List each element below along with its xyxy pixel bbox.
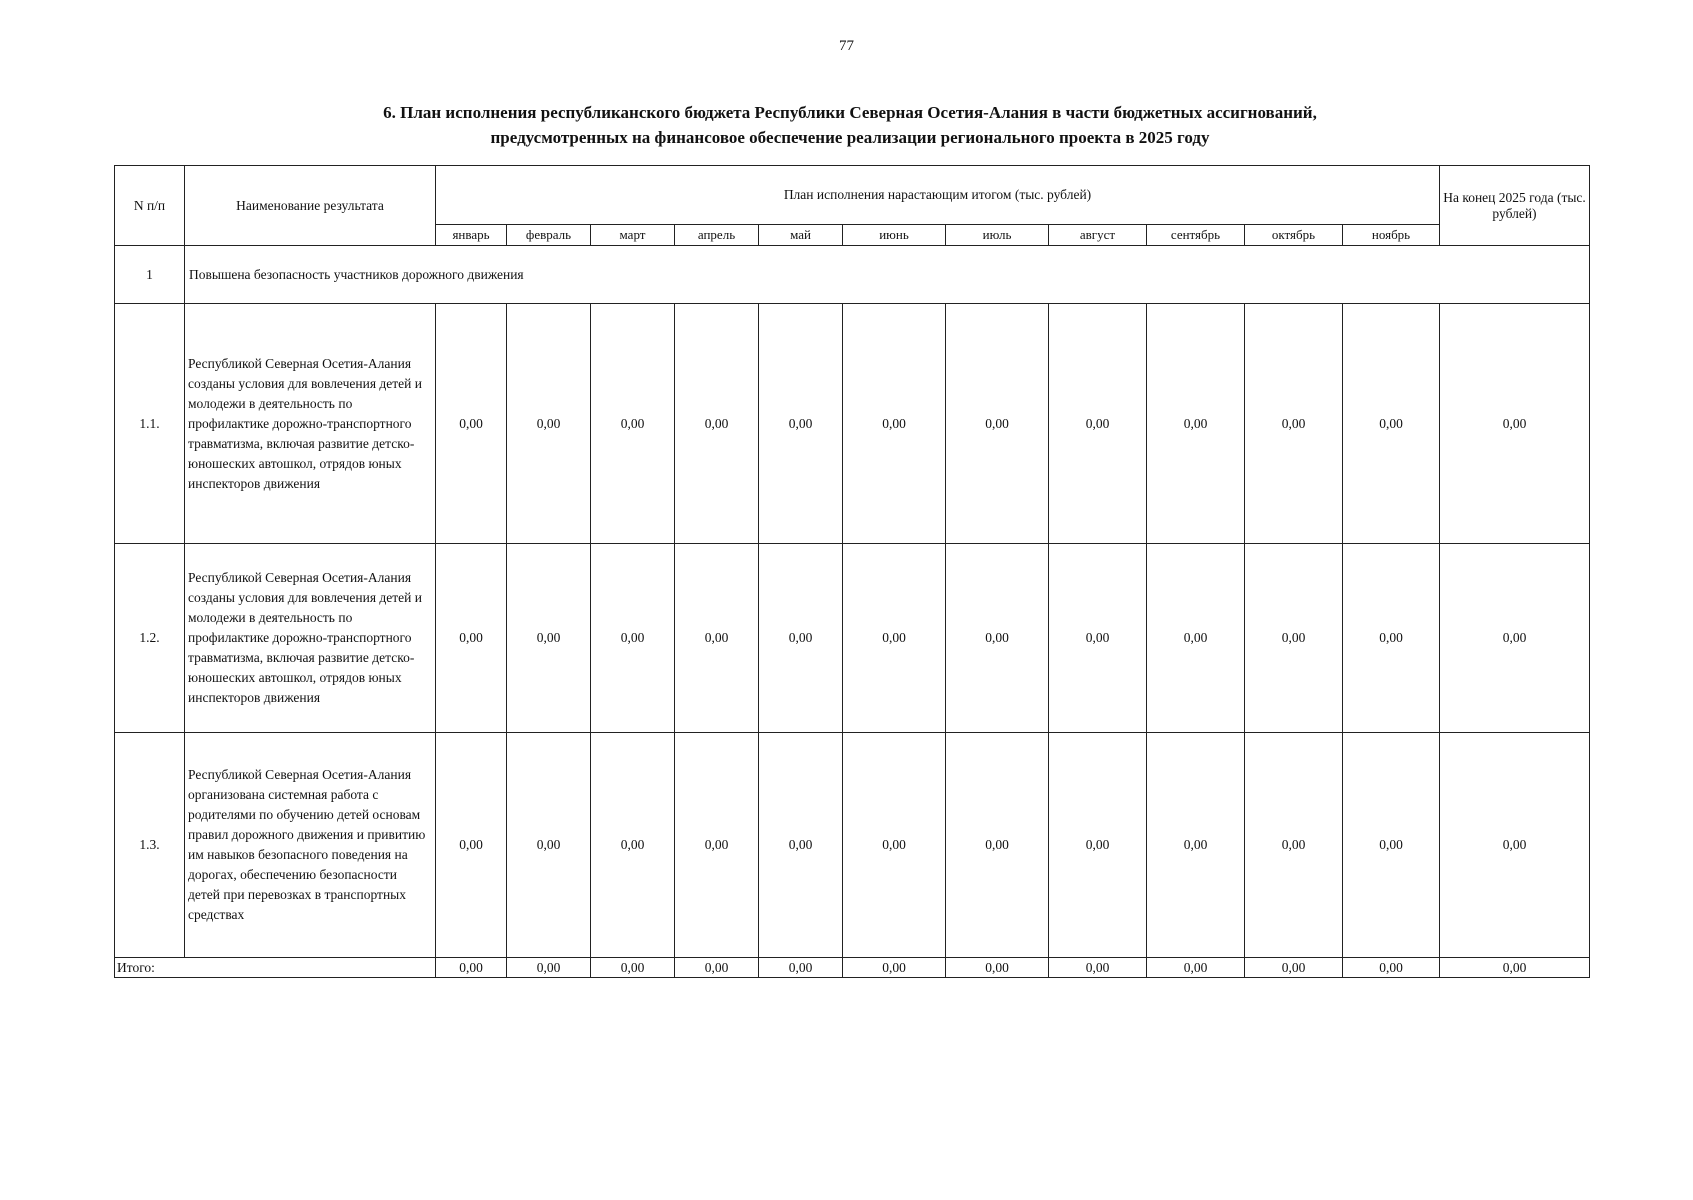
row-value: 0,00 — [1343, 304, 1440, 544]
row-value: 0,00 — [436, 304, 507, 544]
row-value: 0,00 — [843, 733, 946, 958]
total-value: 0,00 — [843, 958, 946, 978]
header-month: январь — [436, 225, 507, 246]
page-number: 77 — [839, 38, 854, 54]
title-line-1: 6. План исполнения республиканского бюджета Республики Северная Осетия-Алания в части бюджетных ассигнований, — [383, 103, 1317, 122]
row-name: Республикой Северная Осетия-Алания созданы условия для вовлечения детей и молодежи в деятельность по профилактике дорожно-транспортного травматизма, включая развитие детско-юношеских автошкол, отрядов юных инспекторов движения — [185, 304, 436, 544]
row-value: 0,00 — [1343, 733, 1440, 958]
total-value: 0,00 — [1245, 958, 1343, 978]
row-value: 0,00 — [843, 544, 946, 733]
total-value: 0,00 — [591, 958, 675, 978]
header-month: февраль — [507, 225, 591, 246]
total-value: 0,00 — [946, 958, 1049, 978]
section-text: Повышена безопасность участников дорожного движения — [185, 246, 1590, 304]
section-row — [115, 246, 1590, 304]
total-value: 0,00 — [759, 958, 843, 978]
row-num: 1.3. — [115, 733, 185, 958]
total-value: 0,00 — [675, 958, 759, 978]
row-num: 1.2. — [115, 544, 185, 733]
header-month: апрель — [675, 225, 759, 246]
row-value: 0,00 — [1245, 544, 1343, 733]
row-value: 0,00 — [675, 544, 759, 733]
total-value: 0,00 — [436, 958, 507, 978]
row-end-value: 0,00 — [1440, 304, 1590, 544]
title-line-2: предусмотренных на финансовое обеспечение реализации регионального проекта в 2025 году — [490, 128, 1210, 147]
header-end-of-year: На конец 2025 года (тыс. рублей) — [1440, 166, 1590, 246]
row-value: 0,00 — [946, 304, 1049, 544]
row-value: 0,00 — [1049, 733, 1147, 958]
row-value: 0,00 — [436, 544, 507, 733]
row-value: 0,00 — [675, 733, 759, 958]
table-row — [115, 304, 1590, 544]
total-value: 0,00 — [1343, 958, 1440, 978]
row-value: 0,00 — [759, 733, 843, 958]
document-title — [200, 100, 1500, 150]
header-month: июнь — [843, 225, 946, 246]
row-value: 0,00 — [759, 544, 843, 733]
row-name: Республикой Северная Осетия-Алания организована системная работа с родителями по обучению детей основам правил дорожного движения и привитию им навыков безопасного поведения на дорогах, обеспечению безопасности детей при перевозках в транспортных средствах — [185, 733, 436, 958]
header-month: октябрь — [1245, 225, 1343, 246]
total-value: 0,00 — [1049, 958, 1147, 978]
header-month: сентябрь — [1147, 225, 1245, 246]
total-end-value: 0,00 — [1440, 958, 1590, 978]
total-label: Итого: — [115, 958, 436, 978]
total-value: 0,00 — [1147, 958, 1245, 978]
row-value: 0,00 — [1049, 304, 1147, 544]
header-month: март — [591, 225, 675, 246]
row-value: 0,00 — [675, 304, 759, 544]
header-row — [115, 166, 1590, 225]
row-value: 0,00 — [1049, 544, 1147, 733]
row-value: 0,00 — [507, 544, 591, 733]
header-name: Наименование результата — [185, 166, 436, 246]
row-value: 0,00 — [843, 304, 946, 544]
row-value: 0,00 — [436, 733, 507, 958]
row-value: 0,00 — [946, 733, 1049, 958]
row-end-value: 0,00 — [1440, 544, 1590, 733]
row-num: 1.1. — [115, 304, 185, 544]
row-value: 0,00 — [1245, 304, 1343, 544]
section-num: 1 — [115, 246, 185, 304]
row-value: 0,00 — [946, 544, 1049, 733]
row-value: 0,00 — [759, 304, 843, 544]
header-plan: План исполнения нарастающим итогом (тыс. рублей) — [436, 166, 1440, 225]
header-num: N п/п — [115, 166, 185, 246]
row-value: 0,00 — [591, 733, 675, 958]
header-month: май — [759, 225, 843, 246]
row-value: 0,00 — [1245, 733, 1343, 958]
total-row — [115, 958, 1590, 978]
row-name: Республикой Северная Осетия-Алания созданы условия для вовлечения детей и молодежи в деятельность по профилактике дорожно-транспортного травматизма, включая развитие детско-юношеских автошкол, отрядов юных инспекторов движения — [185, 544, 436, 733]
header-month: ноябрь — [1343, 225, 1440, 246]
budget-plan-table — [114, 165, 1590, 978]
row-value: 0,00 — [1343, 544, 1440, 733]
total-value: 0,00 — [507, 958, 591, 978]
row-end-value: 0,00 — [1440, 733, 1590, 958]
row-value: 0,00 — [1147, 733, 1245, 958]
row-value: 0,00 — [507, 733, 591, 958]
row-value: 0,00 — [1147, 304, 1245, 544]
row-value: 0,00 — [591, 304, 675, 544]
header-month: август — [1049, 225, 1147, 246]
row-value: 0,00 — [1147, 544, 1245, 733]
table-row — [115, 544, 1590, 733]
row-value: 0,00 — [591, 544, 675, 733]
table-row — [115, 733, 1590, 958]
row-value: 0,00 — [507, 304, 591, 544]
header-month: июль — [946, 225, 1049, 246]
